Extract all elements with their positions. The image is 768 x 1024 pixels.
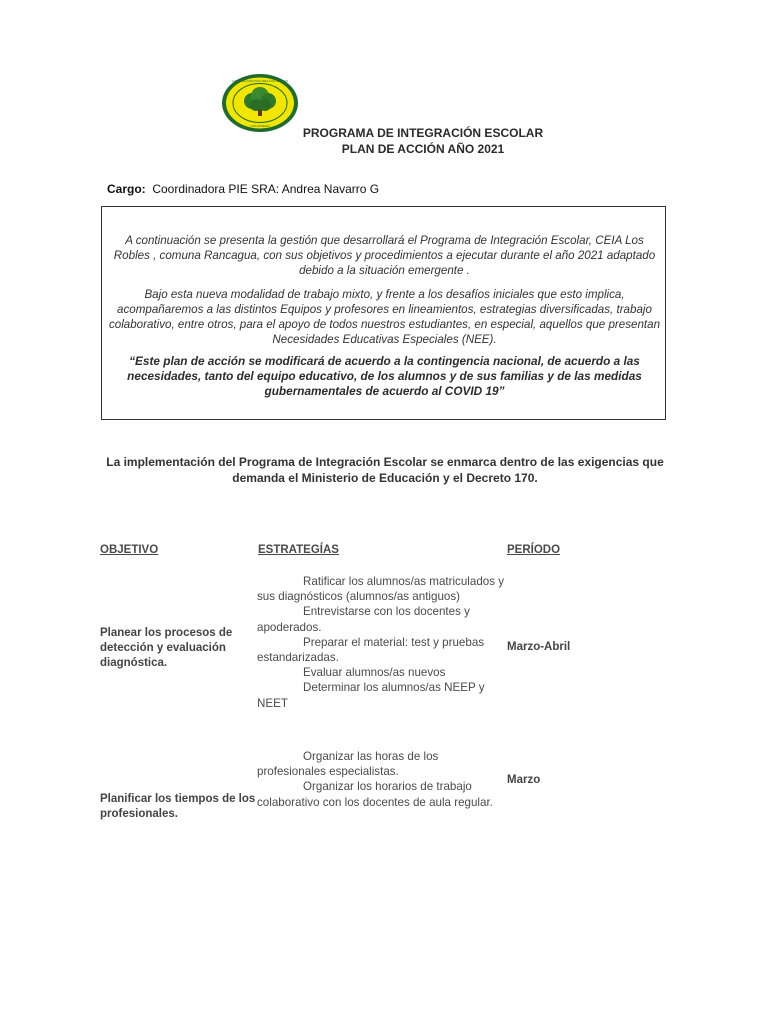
intro-box xyxy=(101,206,666,420)
strategy-item: Entrevistarse con los docentes y apoderados. xyxy=(257,605,470,634)
row-2-strategies xyxy=(257,749,505,810)
title-line-2: PLAN DE ACCIÓN AÑO 2021 xyxy=(341,141,505,156)
cargo-line xyxy=(107,182,379,196)
document-title xyxy=(220,126,626,157)
row-1-period: Marzo-Abril xyxy=(507,641,571,653)
strategy-item: Organizar los horarios de trabajo colaborativo con los docentes de aula regular. xyxy=(257,780,493,809)
header-objective: OBJETIVO xyxy=(100,544,159,556)
logo-top-text: LICEO DE ADULTOS CEIA LOS ROBLES xyxy=(231,79,289,83)
header-strategies: ESTRATEGÍAS xyxy=(258,544,339,556)
row-2-period: Marzo xyxy=(507,774,541,786)
tree-logo-icon xyxy=(221,73,299,133)
intro-quote: “Este plan de acción se modificará de acuerdo a la contingencia nacional, de acuerdo a las necesidades, tanto del equipo educativo, de los alumnos y de sus familias y de las medidas gubernamentales de acuerdo al COVID 19” xyxy=(127,354,642,398)
cargo-label: Cargo: xyxy=(107,182,146,196)
row-1-strategies xyxy=(257,574,505,711)
row-1-objective: Planear los procesos de detección y evaluación diagnóstica. xyxy=(100,627,233,669)
logo-bottom-text: LOS ROBLES xyxy=(250,124,270,128)
strategy-item: Determinar los alumnos/as NEEP y NEET xyxy=(257,681,485,710)
intro-paragraph-2: Bajo esta nueva modalidad de trabajo mixto, y frente a los desafíos iniciales que esto implica, acompañaremos a las distintos Equipos y profesores en lineamientos, estrategias diversificadas, trabajo colaborativo, entre otros, para el apoyo de todos nuestros estudiantes, en especial, aquellos que presentan Necesidades Educativas Especiales (NEE). xyxy=(108,288,661,346)
title-line-1: PROGRAMA DE INTEGRACIÓN ESCOLAR xyxy=(302,126,544,140)
row-2-objective: Planificar los tiempos de los profesionales. xyxy=(100,793,256,820)
strategy-item: Preparar el material: test y pruebas estandarizadas. xyxy=(257,635,485,665)
strategy-item: Evaluar alumnos/as nuevos xyxy=(303,666,446,680)
cargo-value: Coordinadora PIE SRA: Andrea Navarro G xyxy=(152,182,380,196)
header-period: PERÍODO xyxy=(507,544,561,556)
school-logo xyxy=(221,73,299,133)
intro-paragraph-1: A continuación se presenta la gestión que desarrollará el Programa de Integración Escolar, CEIA Los Robles , comuna Rancagua, con sus objetivos y procedimientos a ejecutar durante el año 2021 adaptado debido a la situación emergente . xyxy=(113,234,656,277)
strategy-item: Ratificar los alumnos/as matriculados y sus diagnósticos (alumnos/as antiguos) xyxy=(257,575,505,604)
strategy-item: Organizar las horas de los profesionales especialistas. xyxy=(257,750,439,779)
implementation-statement: La implementación del Programa de Integración Escolar se enmarca dentro de las exigencias que demanda el Ministerio de Educación y el Decreto 170. xyxy=(106,455,664,485)
